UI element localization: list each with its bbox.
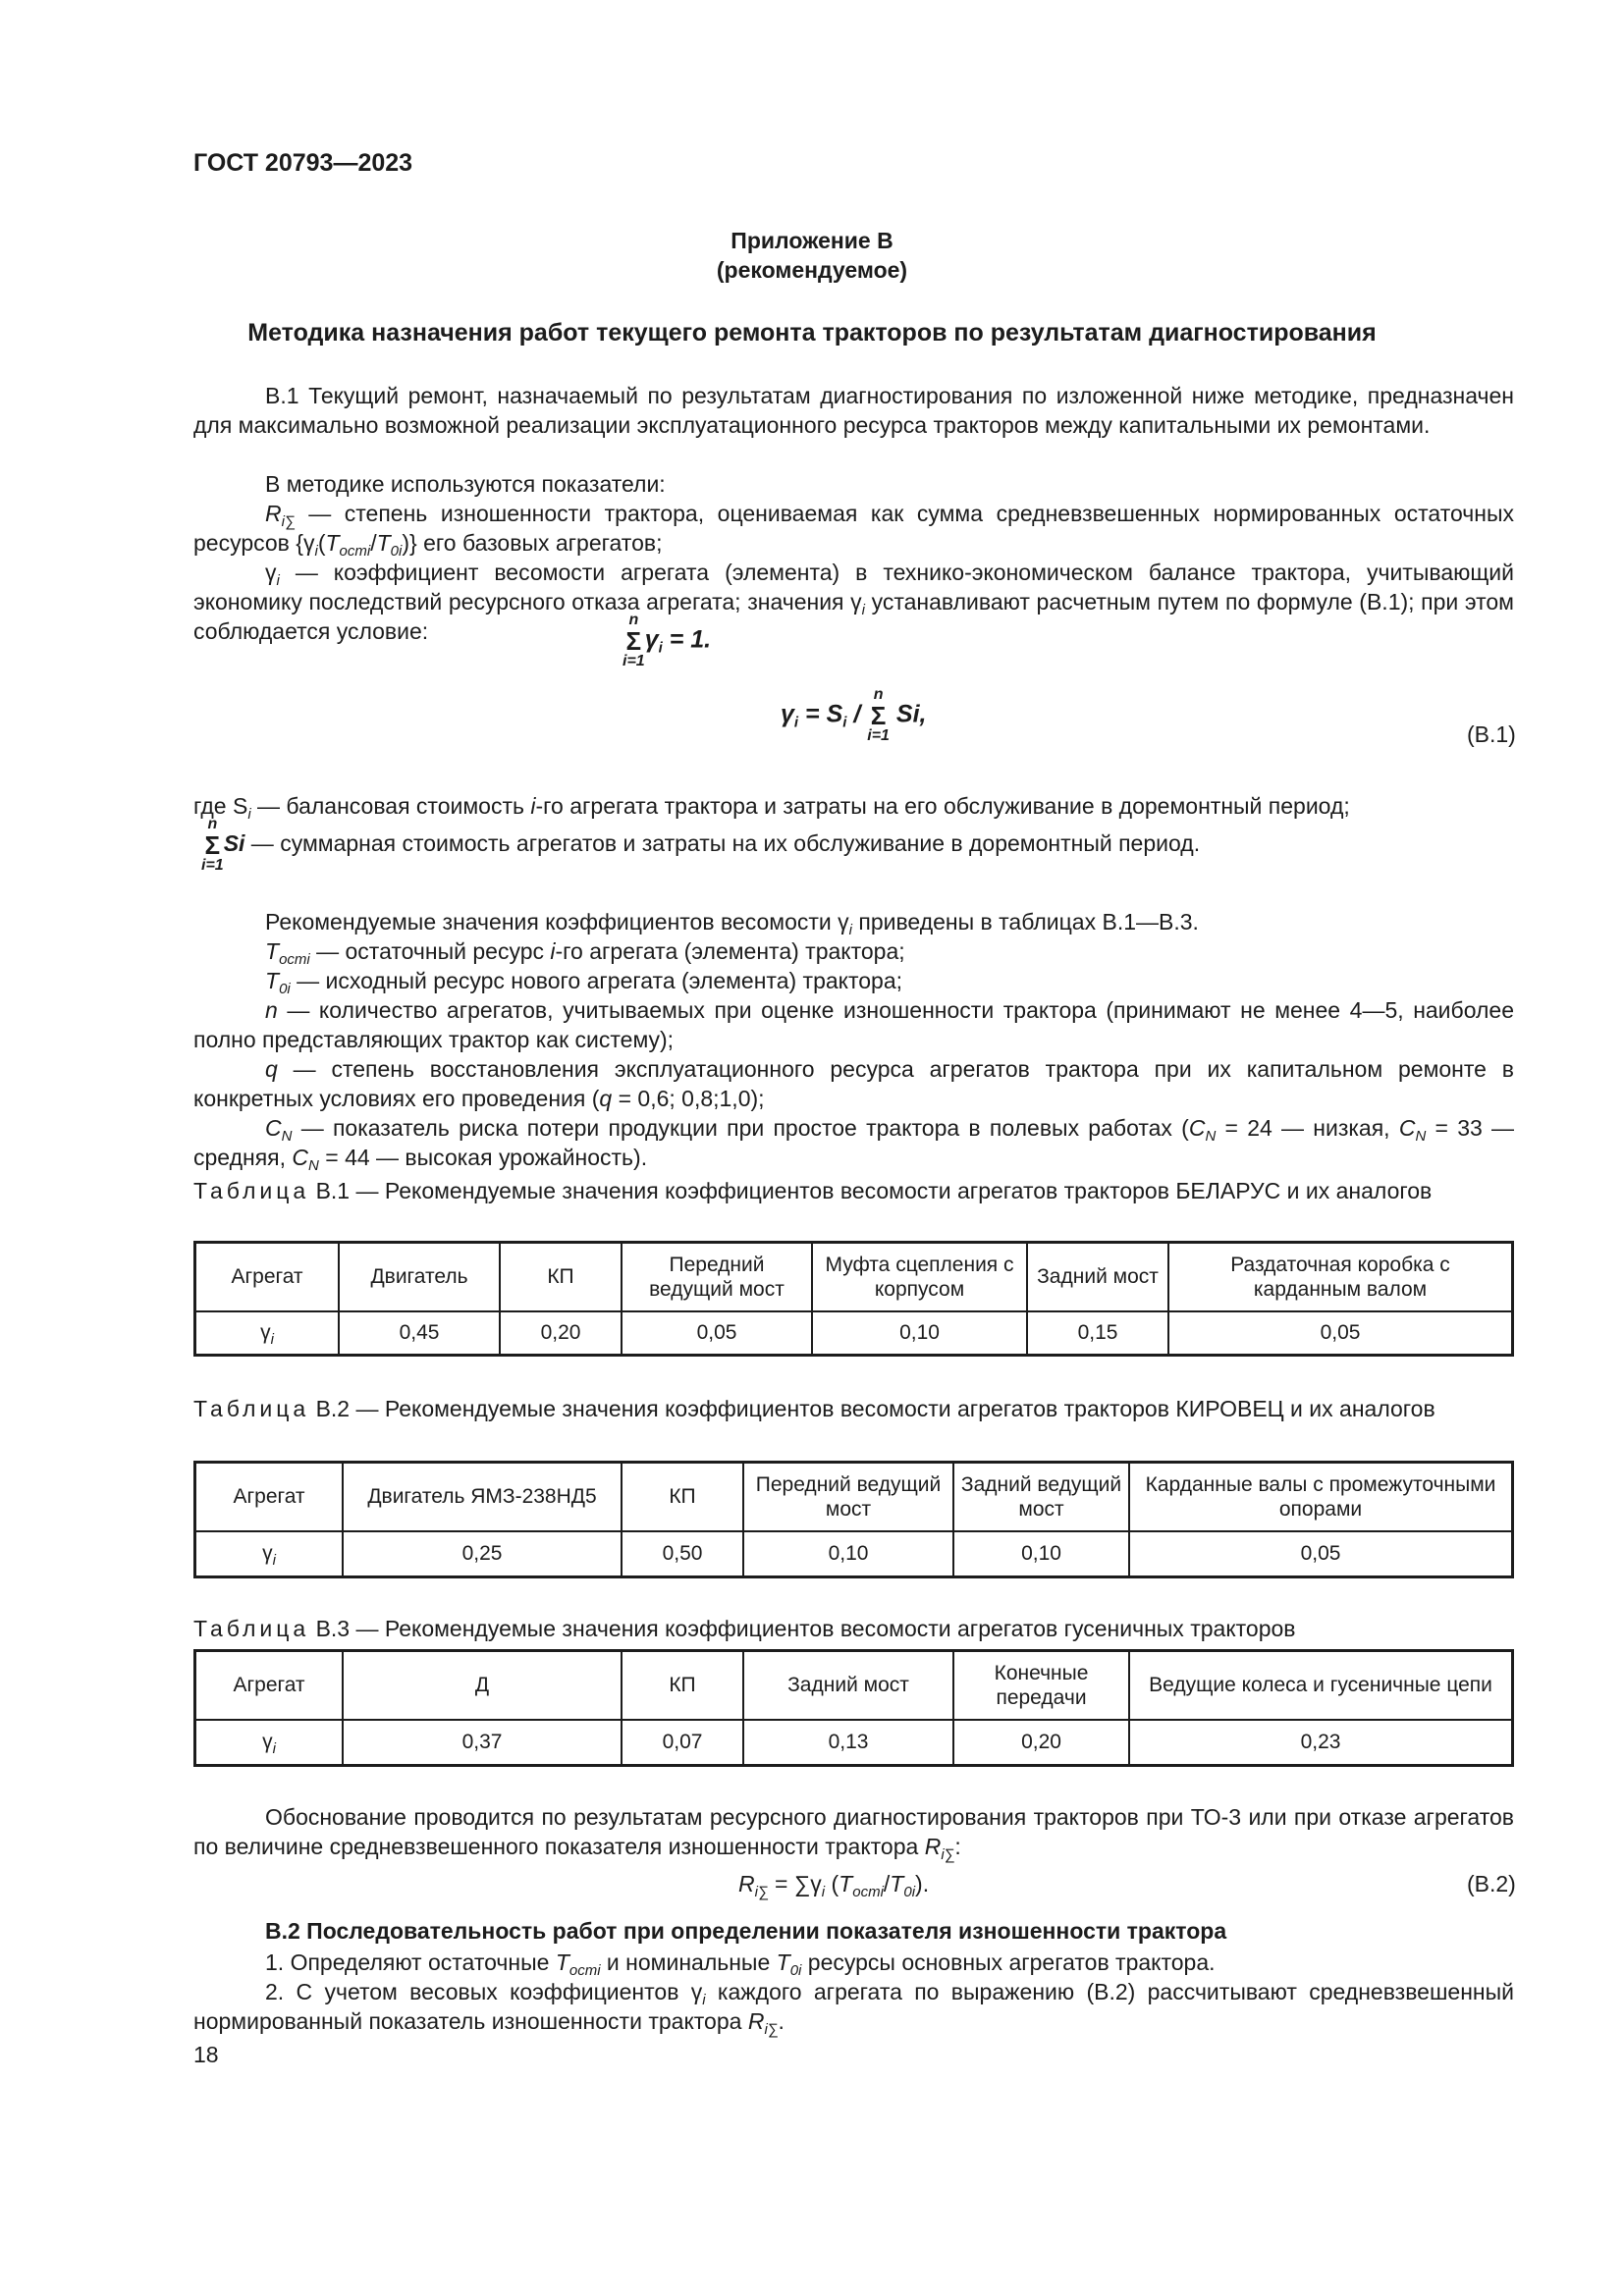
gamma-label-cell: $\gamma_i$ (195, 1311, 340, 1356)
recommended-values: Рекомендуемые значения коэффициентов весомости $\gamma_i$ приведены в таблицах В.1—В.3. (265, 909, 1199, 938)
table-header-cell: Задний мост (743, 1651, 953, 1720)
table-cell: 0,20 (500, 1311, 622, 1356)
intro-paragraph: В.1 Текущий ремонт, назначаемый по результатам диагностирования по изложенной ниже методике, предназначен для максимально возможной реализации эксплуатационного ресурса тракторов между капитальными их ремонтами. (193, 383, 1514, 438)
table-header-cell: Двигатель (339, 1243, 500, 1311)
table-cell: 0,15 (1027, 1311, 1168, 1356)
formula-b1-number: (В.1) (1467, 721, 1516, 747)
definition-tost: $T_{ocmi}$ — остаточный ресурс i-го агрегата (элемента) трактора; (265, 938, 905, 968)
table-b1 (193, 1241, 1514, 1357)
definition-cn: $C_N$ — показатель риска потери продукции при простое трактора в полевых работах ($C_N = 24$ — низкая, $C_N = 33$ — средняя, $C_N = 44$ — высокая урожайность). (193, 1115, 1515, 1174)
table-row (195, 1531, 1513, 1577)
table-caption-b2: Таблица В.2 — Рекомендуемые значения коэффициентов весомости агрегатов тракторов КИРОВЕЦ и их аналогов (193, 1396, 1435, 1421)
table-cell: 0,10 (953, 1531, 1129, 1577)
table-cell: 0,10 (743, 1531, 953, 1577)
table-header-cell: Агрегат (195, 1243, 340, 1311)
table-header-cell: КП (622, 1651, 743, 1720)
formula-b2-number: (В.2) (1467, 1871, 1516, 1896)
sum-symbol: n Σ i=1 (867, 686, 890, 744)
intro-indicators: В методике используются показатели: (265, 471, 666, 497)
table-header-cell: Агрегат (195, 1651, 344, 1720)
table-cell: 0,20 (953, 1720, 1129, 1766)
table-cell: 0,23 (1129, 1720, 1513, 1766)
table-cell: 0,05 (622, 1311, 812, 1356)
formula-b1: $\gamma_i = S_i$ / n Σ i=1 Si, (781, 686, 927, 744)
table-header-cell: Конечные передачи (953, 1651, 1129, 1720)
table-header-cell: Д (343, 1651, 622, 1720)
gamma-label-cell: $\gamma_i$ (195, 1720, 344, 1766)
appendix-heading: Методика назначения работ текущего ремонта тракторов по результатам диагностирования (247, 319, 1377, 347)
table-header-row (195, 1243, 1513, 1311)
table-b3 (193, 1649, 1514, 1767)
condition-formula: n Σ i=1 $\gamma_i = 1$. (623, 612, 712, 669)
table-cell: 0,05 (1129, 1531, 1513, 1577)
definition-t0: $T_{0i}$ — исходный ресурс нового агрегата (элемента) трактора; (265, 968, 903, 997)
table-row (195, 1311, 1513, 1356)
step-1: 1. Определяют остаточные $T_{ocmi}$ и номинальные $T_{0i}$ ресурсы основных агрегатов трактора. (265, 1949, 1216, 1979)
table-header-row (195, 1651, 1513, 1720)
definition-q: q — степень восстановления эксплуатационного ресурса агрегатов трактора при их капитальном ремонте в конкретных условиях его проведения (q = 0,6; 0,8;1,0); (193, 1056, 1514, 1111)
definition-r: $R_{i\sum}$ — степень изношенности трактора, оцениваемая как сумма средневзвешенных нормированных остаточных ресурсов $\{\gamma_i(T_{ocmi}/T_{0i})\}$ его базовых агрегатов; (193, 501, 1514, 560)
table-caption-b3: Таблица В.3 — Рекомендуемые значения коэффициентов весомости агрегатов гусеничных тракторов (193, 1616, 1296, 1641)
table-header-cell: КП (622, 1463, 743, 1531)
appendix-subtitle: (рекомендуемое) (716, 257, 908, 283)
table-cell: 0,05 (1168, 1311, 1513, 1356)
formula-b2: $R_{i\sum} = \sum\gamma_i$ $(T_{ocmi}/T_{0i})$. (738, 1871, 930, 1900)
justification-paragraph: Обоснование проводится по результатам ресурсного диагностирования тракторов при ТО-3 или при отказе агрегатов по величине средневзвешенного показателя изношенности трактора $R_{i\sum}$: (193, 1804, 1514, 1863)
table-header-cell: Карданные валы с промежуточными опорами (1129, 1463, 1513, 1531)
where-s: где $S_i$ — балансовая стоимость i-го агрегата трактора и затраты на его обслуживание в доремонтный период; (193, 793, 1350, 823)
table-cell: 0,10 (812, 1311, 1027, 1356)
table-header-row (195, 1463, 1513, 1531)
step-2: 2. С учетом весовых коэффициентов $\gamma_i$ каждого агрегата по выражению (В.2) рассчитывают средневзвешенный нормированный показатель изношенности трактора $R_{i\sum}$. (193, 1979, 1514, 2038)
document-header: ГОСТ 20793—2023 (193, 149, 413, 177)
where-sum: n Σ i=1 Si — суммарная стоимость агрегатов и затраты на их обслуживание в доремонтный период. (201, 816, 1201, 874)
table-caption-b1: Таблица В.1 — Рекомендуемые значения коэффициентов весомости агрегатов тракторов БЕЛАРУС и их аналогов (193, 1178, 1433, 1203)
table-cell: 0,37 (343, 1720, 622, 1766)
table-cell: 0,25 (343, 1531, 622, 1577)
definition-gamma: $\gamma_i$ — коэффициент весомости агрегата (элемента) в технико-экономическом балансе трактора, учитывающий экономику последствий ресурсного отказа агрегата; значения $\gamma_i$ устанавливают расчетным путем по формуле (В.1); при этом соблюдается условие: (193, 560, 1514, 644)
appendix-title: Приложение В (731, 228, 893, 253)
table-cell: 0,13 (743, 1720, 953, 1766)
section-b2-heading: В.2 Последовательность работ при определении показателя изношенности трактора (265, 1918, 1227, 1944)
table-header-cell: Агрегат (195, 1463, 344, 1531)
table-header-cell: Передний ведущий мост (622, 1243, 812, 1311)
sum-symbol: n Σ i=1 (201, 816, 224, 874)
table-b2 (193, 1461, 1514, 1578)
table-header-cell: Раздаточная коробка с карданным валом (1168, 1243, 1513, 1311)
table-header-cell: Ведущие колеса и гусеничные цепи (1129, 1651, 1513, 1720)
table-header-cell: Передний ведущий мост (743, 1463, 953, 1531)
table-header-cell: Муфта сцепления с корпусом (812, 1243, 1027, 1311)
page-number: 18 (193, 2042, 219, 2067)
table-cell: 0,50 (622, 1531, 743, 1577)
table-header-cell: Задний ведущий мост (953, 1463, 1129, 1531)
table-row (195, 1720, 1513, 1766)
table-header-cell: Задний мост (1027, 1243, 1168, 1311)
definition-n: n — количество агрегатов, учитываемых при оценке изношенности трактора (принимают не менее 4—5, наиболее полно представляющих трактор как систему); (193, 997, 1514, 1052)
gamma-label-cell: $\gamma_i$ (195, 1531, 344, 1577)
table-header-cell: КП (500, 1243, 622, 1311)
table-header-cell: Двигатель ЯМЗ-238НД5 (343, 1463, 622, 1531)
table-cell: 0,07 (622, 1720, 743, 1766)
table-cell: 0,45 (339, 1311, 500, 1356)
sum-symbol: n Σ i=1 (623, 612, 645, 669)
